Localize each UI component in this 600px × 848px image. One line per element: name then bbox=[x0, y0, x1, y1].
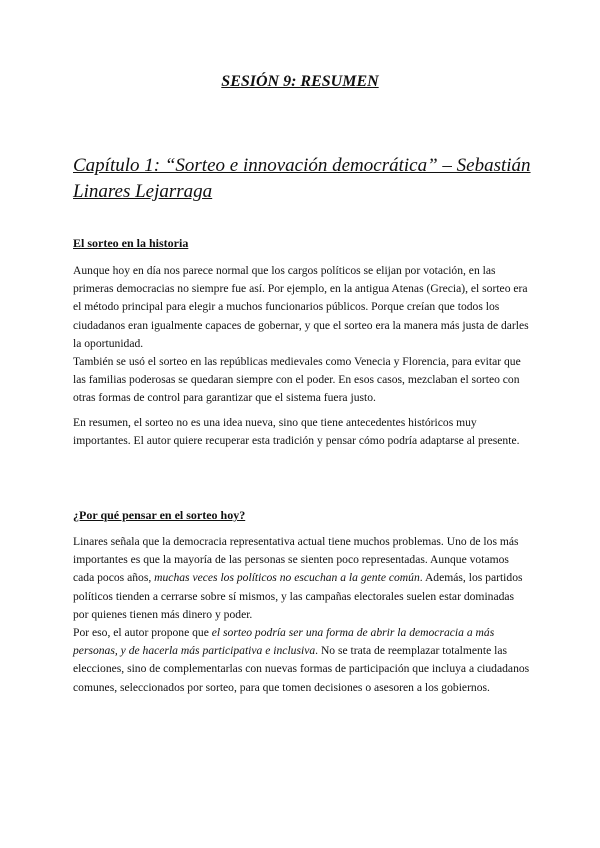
paragraph-text: Por eso, el autor propone que bbox=[73, 626, 212, 639]
paragraph-text: Linares señala que la democracia representativa actual tiene muchos problemas. Uno de los más importantes es que la mayoría de las personas se sienten poco representadas. Aunque votamos cada pocos años, bbox=[73, 535, 519, 585]
paragraph: Aunque hoy en día nos parece normal que los cargos políticos se elijan por votación, en las primeras democracias no siempre fue así. Por ejemplo, en la antigua Atenas (Grecia), el sorteo era el método principal para elegir a muchos funcionarios públicos. Porque creían que todos los ciudadanos eran igualmente capaces de gobernar, y que el sorteo era la manera más justa de darles la oportunidad. bbox=[73, 264, 529, 350]
section-heading-why-today: ¿Por qué pensar en el sorteo hoy? bbox=[73, 508, 246, 522]
section-heading-history: El sorteo en la historia bbox=[73, 236, 189, 250]
paragraph bbox=[73, 533, 531, 624]
chapter-title: Capítulo 1: “Sorteo e innovación democrática” – Sebastián Linares Lejarraga bbox=[73, 155, 531, 202]
paragraph bbox=[73, 624, 531, 697]
paragraph: En resumen, el sorteo no es una idea nueva, sino que tiene antecedentes históricos muy importantes. El autor quiere recuperar esta tradición y pensar cómo podría adaptarse al presente. bbox=[73, 416, 520, 448]
paragraph-emphasis: el sorteo podría ser una forma de abrir la democracia a más personas, y de hacerla más participativa e inclusiva bbox=[73, 626, 495, 658]
page-title: SESIÓN 9: RESUMEN bbox=[221, 73, 379, 90]
paragraph-text: . Además, los partidos políticos tienden a cerrarse sobre sí mismos, y las campañas electorales suelen estar dominadas por quienes tienen más dinero y poder. bbox=[73, 571, 523, 621]
paragraph-emphasis: muchas veces los políticos no escuchan a la gente común bbox=[154, 571, 420, 585]
paragraph: También se usó el sorteo en las repúblicas medievales como Venecia y Florencia, para evitar que las familias poderosas se quedaran siempre con el poder. En esos casos, mezclaban el sorteo con otras formas de control para garantizar que el sistema fuera justo. bbox=[73, 355, 521, 405]
paragraph-text: . No se trata de reemplazar totalmente las elecciones, sino de complementarlas con nuevas formas de participación que incluya a ciudadanos comunes, seleccionados por sorteo, para que tomen decisiones o asesoren a los gobiernos. bbox=[73, 644, 530, 694]
